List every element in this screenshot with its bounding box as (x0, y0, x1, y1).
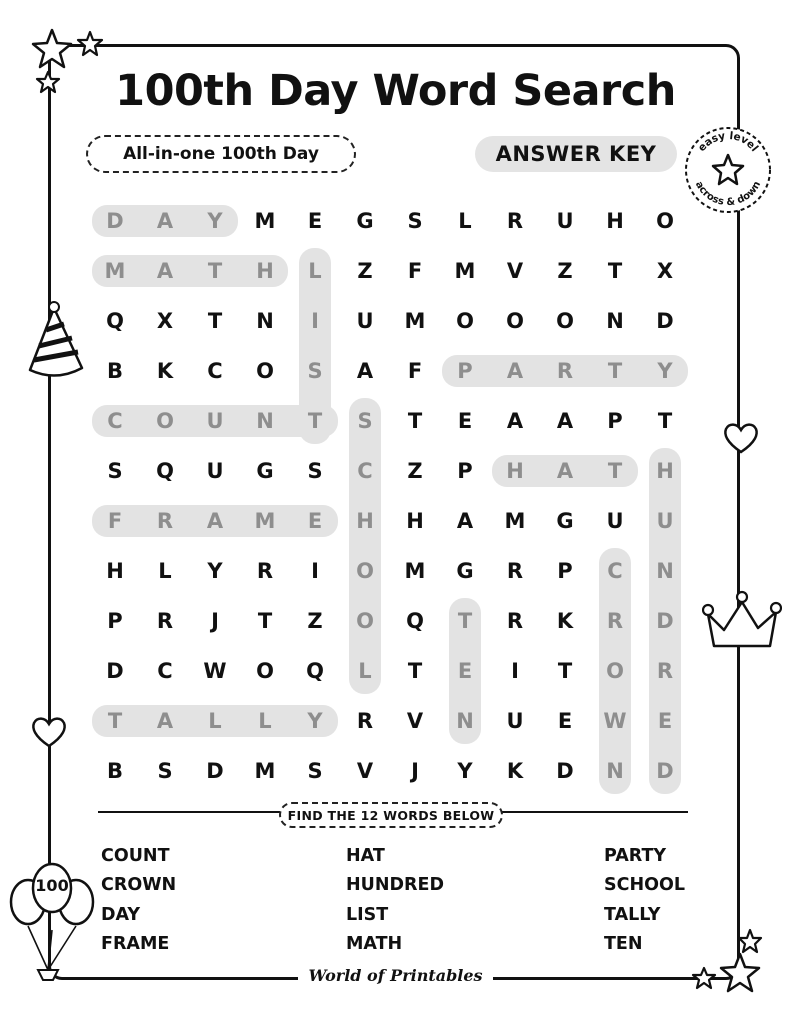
grid-letter: C (357, 459, 373, 483)
word-list-item: LIST (346, 904, 389, 925)
grid-letter: Z (357, 259, 373, 283)
grid-letter: I (311, 309, 319, 333)
grid-letter: E (307, 509, 323, 533)
grid-letter: M (504, 509, 526, 533)
grid-letter: Z (407, 459, 423, 483)
grid-letter: S (357, 409, 373, 433)
grid-letter: K (556, 609, 574, 633)
grid-letter: A (156, 259, 174, 283)
word-list-item: COUNT (101, 846, 170, 866)
grid-letter: T (607, 259, 623, 283)
party-hat-icon (24, 300, 90, 384)
grid-letter: R (506, 209, 524, 233)
brand-logo (0, 966, 791, 985)
grid-letter: G (456, 559, 474, 583)
grid-letter: A (356, 359, 374, 383)
grid-letter: S (307, 759, 323, 783)
grid-letter: E (307, 209, 323, 233)
grid-letter: H (606, 209, 624, 233)
heart-icon (30, 714, 68, 750)
grid-letter: M (454, 259, 476, 283)
grid-letter: T (107, 709, 123, 733)
grid-letter: J (411, 759, 419, 783)
grid-letter: Q (156, 459, 174, 483)
grid-letter: F (407, 359, 423, 383)
grid-letter: G (556, 509, 574, 533)
grid-letter: R (356, 709, 374, 733)
grid-letter: D (656, 759, 674, 783)
grid-letter: S (307, 459, 323, 483)
grid-letter: D (656, 609, 674, 633)
grid-letter: L (258, 709, 272, 733)
grid-letter: N (256, 309, 274, 333)
grid-letter: P (457, 459, 473, 483)
grid-letter: P (457, 359, 473, 383)
grid-letter: A (506, 409, 524, 433)
page-title: 100th Day Word Search (115, 66, 676, 116)
word-list-item: DAY (101, 904, 141, 925)
grid-letter: Z (307, 609, 323, 633)
grid-letter: T (607, 359, 623, 383)
grid-letter: A (506, 359, 524, 383)
grid-letter: W (203, 659, 227, 683)
grid-letter: D (656, 309, 674, 333)
grid-letter: Q (406, 609, 424, 633)
grid-letter: A (556, 409, 574, 433)
grid-letter: C (157, 659, 173, 683)
grid-letter: B (106, 359, 123, 383)
grid-letter: U (606, 509, 624, 533)
grid-letter: O (656, 209, 674, 233)
grid-letter: Y (657, 359, 673, 383)
grid-letter: G (356, 209, 374, 233)
word-list-item: TEN (604, 933, 643, 954)
grid-letter: M (404, 559, 426, 583)
grid-letter: U (556, 209, 574, 233)
word-list-column-2 (346, 842, 444, 959)
badge-bottom-text: across & down (692, 179, 764, 209)
grid-letter: H (106, 559, 124, 583)
grid-letter: R (506, 609, 524, 633)
grid-letter: D (106, 659, 124, 683)
grid-letter: U (356, 309, 374, 333)
grid-letter: N (456, 709, 474, 733)
grid-letter: M (254, 509, 276, 533)
grid-letter: R (506, 559, 524, 583)
grid-letter: L (458, 209, 472, 233)
word-search-grid (90, 196, 700, 796)
grid-letter: T (607, 459, 623, 483)
grid-letter: C (107, 409, 123, 433)
grid-letter: R (556, 359, 574, 383)
word-list-item: TALLY (604, 904, 661, 925)
word-list-item: FRAME (101, 933, 170, 954)
grid-letter: O (456, 309, 474, 333)
grid-letter: S (307, 359, 323, 383)
grid-letter: T (207, 309, 223, 333)
grid-letter: U (506, 709, 524, 733)
grid-letter: E (457, 659, 473, 683)
word-list-column-1 (101, 842, 176, 959)
grid-letter: M (104, 259, 126, 283)
grid-letter: Z (557, 259, 573, 283)
grid-letter: T (407, 409, 423, 433)
grid-letter: O (256, 359, 274, 383)
grid-letter: D (556, 759, 574, 783)
grid-letter: R (256, 559, 274, 583)
grid-letter: Q (306, 659, 324, 683)
grid-letter: F (407, 259, 423, 283)
grid-letter: Y (307, 709, 323, 733)
subtitle-badge: All-in-one 100th Day (86, 135, 356, 173)
grid-letter: Y (457, 759, 473, 783)
grid-letter: Y (207, 209, 223, 233)
grid-letter: T (257, 609, 273, 633)
grid-letter: K (506, 759, 524, 783)
grid-letter: A (206, 509, 224, 533)
grid-letter: A (156, 709, 174, 733)
grid-letter: Q (106, 309, 124, 333)
grid-letter: O (156, 409, 174, 433)
grid-letter: T (557, 659, 573, 683)
find-words-label: FIND THE 12 WORDS BELOW (279, 802, 503, 828)
grid-letter: R (606, 609, 624, 633)
grid-letter: P (107, 609, 123, 633)
grid-letter: T (407, 659, 423, 683)
grid-letter: N (606, 759, 624, 783)
grid-letter: C (207, 359, 223, 383)
grid-letter: R (156, 609, 174, 633)
word-list-item: HUNDRED (346, 875, 444, 896)
grid-letter: A (556, 459, 574, 483)
grid-letter: R (156, 509, 174, 533)
grid-letter: L (358, 659, 372, 683)
word-list-item: PARTY (604, 846, 667, 866)
grid-letter: G (256, 459, 274, 483)
grid-letter: O (506, 309, 524, 333)
grid-letter: H (506, 459, 524, 483)
grid-letter: P (557, 559, 573, 583)
grid-letter: O (556, 309, 574, 333)
grid-letter: S (157, 759, 173, 783)
grid-letter: M (404, 309, 426, 333)
brand-name: World of Printables (298, 966, 492, 985)
grid-letter: S (407, 209, 423, 233)
grid-letter: L (158, 559, 172, 583)
grid-letter: D (206, 759, 224, 783)
grid-letter: X (156, 309, 174, 333)
grid-letter: C (607, 559, 623, 583)
grid-letter: J (211, 609, 219, 633)
word-list-item: CROWN (101, 875, 177, 896)
heart-icon (722, 420, 760, 456)
grid-letter: N (256, 409, 274, 433)
word-list-item: HAT (346, 846, 385, 866)
grid-letter: U (656, 509, 674, 533)
grid-letter: I (511, 659, 519, 683)
grid-letter: H (406, 509, 424, 533)
grid-letter: M (254, 209, 276, 233)
grid-letter: K (156, 359, 174, 383)
grid-letter: O (256, 659, 274, 683)
grid-letter: M (254, 759, 276, 783)
grid-letter: H (256, 259, 274, 283)
word-list-item: SCHOOL (604, 875, 685, 896)
grid-letter: B (106, 759, 123, 783)
word-list-column-3 (604, 842, 685, 959)
grid-letter: W (603, 709, 627, 733)
grid-letter: T (307, 409, 323, 433)
answer-key-label: ANSWER KEY (475, 136, 677, 172)
grid-letter: L (308, 259, 322, 283)
grid-letter: O (356, 609, 374, 633)
word-list-item: MATH (346, 933, 403, 954)
grid-letter: E (557, 709, 573, 733)
grid-letter: E (457, 409, 473, 433)
balloon-number: 100 (35, 876, 69, 895)
badge-top-text: easy level (695, 129, 761, 155)
stars-bottom-right-icon (688, 924, 774, 1000)
grid-letter: L (208, 709, 222, 733)
grid-letter: V (506, 259, 524, 283)
grid-letter: H (656, 459, 674, 483)
grid-letter: F (107, 509, 123, 533)
grid-letter: U (206, 409, 224, 433)
grid-letter: N (656, 559, 674, 583)
grid-letter: H (356, 509, 374, 533)
grid-letter: D (106, 209, 124, 233)
grid-letter: O (606, 659, 624, 683)
grid-letter: A (156, 209, 174, 233)
grid-letter: O (356, 559, 374, 583)
grid-letter: U (206, 459, 224, 483)
grid-letter: I (311, 559, 319, 583)
grid-letter: P (607, 409, 623, 433)
grid-letter: V (356, 759, 374, 783)
grid-letter: A (456, 509, 474, 533)
grid-letter: N (606, 309, 624, 333)
grid-letter: R (656, 659, 674, 683)
grid-letter: T (457, 609, 473, 633)
grid-letter: Y (207, 559, 223, 583)
grid-letter: E (657, 709, 673, 733)
grid-letter: T (207, 259, 223, 283)
grid-letter: S (107, 459, 123, 483)
grid-letter: V (406, 709, 424, 733)
crown-icon (702, 588, 782, 656)
grid-letter: X (656, 259, 674, 283)
grid-letter: T (657, 409, 673, 433)
